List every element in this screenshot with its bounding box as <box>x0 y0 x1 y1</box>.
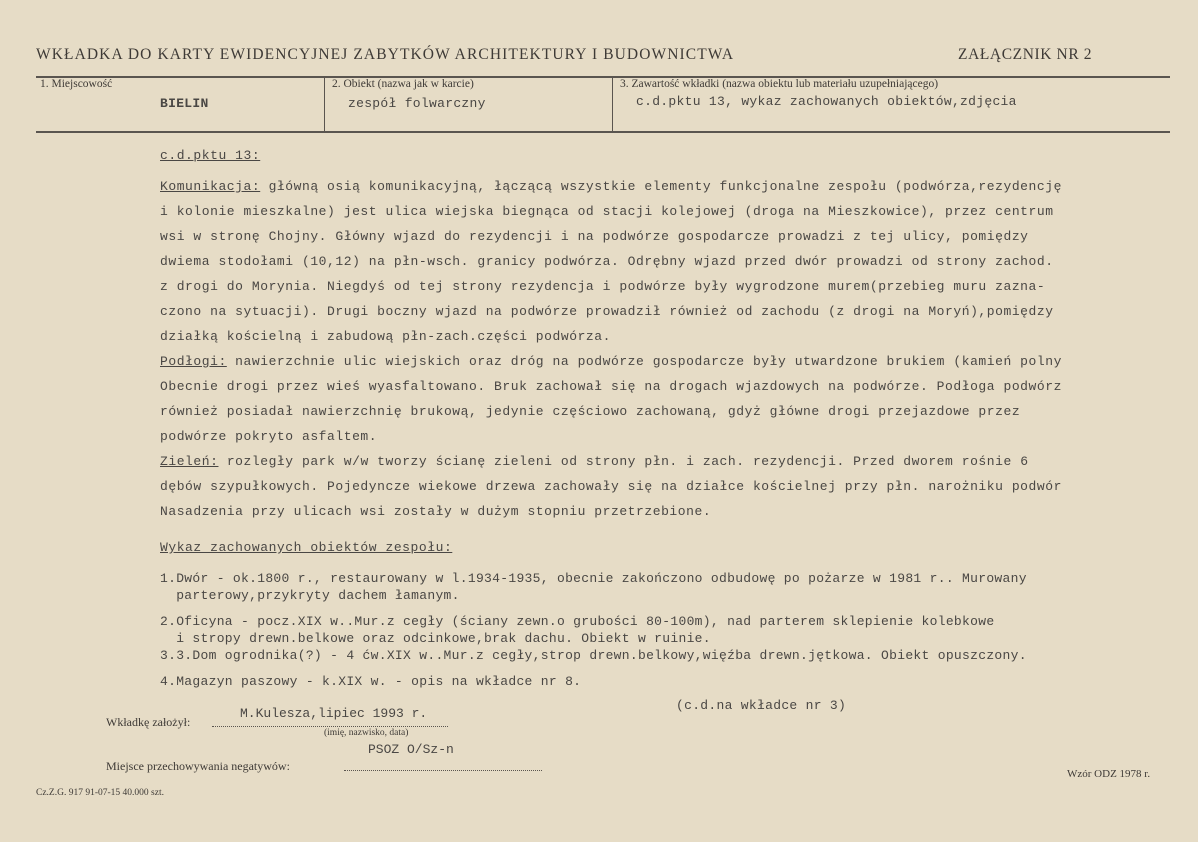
podlogi-line-3: również posiadał nawierzchnię brukową, jedynie częściowo zachowaną, gdyż główne drogi przejazdowe przez <box>160 404 1021 419</box>
storage-value: PSOZ O/Sz-n <box>368 742 454 757</box>
list-item-2: 2.Oficyna - pocz.XIX w..Mur.z cegły (ściany zewn.o grubości 80-100m), nad parterem sklepienie kolebkowe <box>160 614 995 629</box>
komunikacja-line-5: z drogi do Morynia. Niegdyś od tej strony rezydencja i podwórze były wygrodzone murem(przebieg muru zazna- <box>160 279 1046 294</box>
divider-2 <box>612 77 613 132</box>
zielen-line-2: dębów szypułkowych. Pojedyncze wiekowe drzewa zachowały się na działce kościelnej przy płn. narożniku podwór <box>160 479 1062 494</box>
form-title: WKŁADKA DO KARTY EWIDENCYJNEJ ZABYTKÓW ARCHITEKTURY I BUDOWNICTWA <box>36 46 735 63</box>
bottom-rule <box>36 131 1170 133</box>
storage-dotted-line <box>344 770 542 771</box>
annex-number: ZAŁĄCZNIK NR 2 <box>958 46 1093 63</box>
top-rule <box>36 76 1170 78</box>
zielen-label: Zieleń: <box>160 454 219 469</box>
author-dotted-line <box>212 726 448 727</box>
list-item-1-cont: parterowy,przykryty dachem łamanym. <box>160 588 460 603</box>
field-locality-value: BIELIN <box>160 96 209 111</box>
podlogi-line-2: Obecnie drogi przez wieś wyasfaltowano. Bruk zachował się na drogach wjazdowych na podwórze. Podłoga podwórz <box>160 379 1062 394</box>
print-info: Cz.Z.G. 917 91-07-15 40.000 szt. <box>36 788 164 798</box>
komunikacja-line-1: Komunikacja: główną osią komunikacyjną, łączącą wszystkie elementy funkcjonalne zespołu (podwórza,rezydencję <box>160 179 1062 194</box>
section-heading: c.d.pktu 13: <box>160 148 261 163</box>
list-item-1: 1.Dwór - ok.1800 r., restaurowany w l.1934-1935, obecnie zakończono odbudowę po pożarze w 1981 r.. Murowany <box>160 571 1027 586</box>
field-object-value: zespół folwarczny <box>348 96 486 111</box>
field-locality-label: 1. Miejscowość <box>40 78 113 90</box>
wykaz-heading: Wykaz zachowanych obiektów zespołu: <box>160 540 453 555</box>
field-contents <box>620 78 1017 109</box>
field-object-label: 2. Obiekt (nazwa jak w karcie) <box>332 78 474 90</box>
komunikacja-label: Komunikacja: <box>160 179 261 194</box>
field-locality <box>40 78 209 111</box>
podlogi-line-4: podwórze pokryto asfaltem. <box>160 429 378 444</box>
pattern-info: Wzór ODZ 1978 r. <box>1067 768 1151 780</box>
list-item-4: 4.Magazyn paszowy - k.XIX w. - opis na wkładce nr 8. <box>160 674 582 689</box>
komunikacja-line-4: dwiema stodołami (10,12) na płn-wsch. granicy podwórza. Odrębny wjazd przed dwór prowadzi od strony zachod. <box>160 254 1054 269</box>
author-value: M.Kulesza,lipiec 1993 r. <box>240 706 428 721</box>
author-hint: (imię, nazwisko, data) <box>324 728 409 738</box>
list-item-2-cont: i stropy drewn.belkowe oraz odcinkowe,brak dachu. Obiekt w ruinie. <box>160 631 711 646</box>
field-contents-value: c.d.pktu 13, wykaz zachowanych obiektów,zdjęcia <box>636 94 1017 109</box>
komunikacja-line-6: czono na sytuacji). Drugi boczny wjazd na podwórze prowadził również od zachodu (z drogi na Moryń),pomiędzy <box>160 304 1054 319</box>
continuation-note: (c.d.na wkładce nr 3) <box>676 698 847 713</box>
zielen-line-3: Nasadzenia przy ulicach wsi zostały w dużym stopniu przetrzebione. <box>160 504 712 519</box>
storage-label: Miejsce przechowywania negatywów: <box>106 759 290 773</box>
komunikacja-line-7: działką kościelną i zabudową płn-zach.części podwórza. <box>160 329 611 344</box>
komunikacja-line-2: i kolonie mieszkalne) jest ulica wiejska biegnąca od stacji kolejowej (droga na Mieszkowice), przez centrum <box>160 204 1054 219</box>
field-object <box>332 78 486 111</box>
podlogi-label: Podłogi: <box>160 354 227 369</box>
zielen-line-1: Zieleń: rozległy park w/w tworzy ścianę zieleni od strony płn. i zach. rezydencji. Przed dworem rośnie 6 <box>160 454 1029 469</box>
list-item-3: 3.3.Dom ogrodnika(?) - 4 ćw.XIX w..Mur.z cegły,strop drewn.belkowy,więźba drewn.jętkowa. Obiekt opuszczony. <box>160 648 1027 663</box>
author-label: Wkładkę założył: <box>106 715 191 729</box>
podlogi-line-1: Podłogi: nawierzchnie ulic wiejskich oraz dróg na podwórze gospodarcze były utwardzone brukiem (kamień polny <box>160 354 1062 369</box>
komunikacja-line-3: wsi w stronę Chojny. Główny wjazd do rezydencji i na podwórze gospodarcze prowadzi z tej ulicy, pomiędzy <box>160 229 1029 244</box>
divider-1 <box>324 77 325 132</box>
field-contents-label: 3. Zawartość wkładki (nazwa obiektu lub materiału uzupełniającego) <box>620 78 939 90</box>
